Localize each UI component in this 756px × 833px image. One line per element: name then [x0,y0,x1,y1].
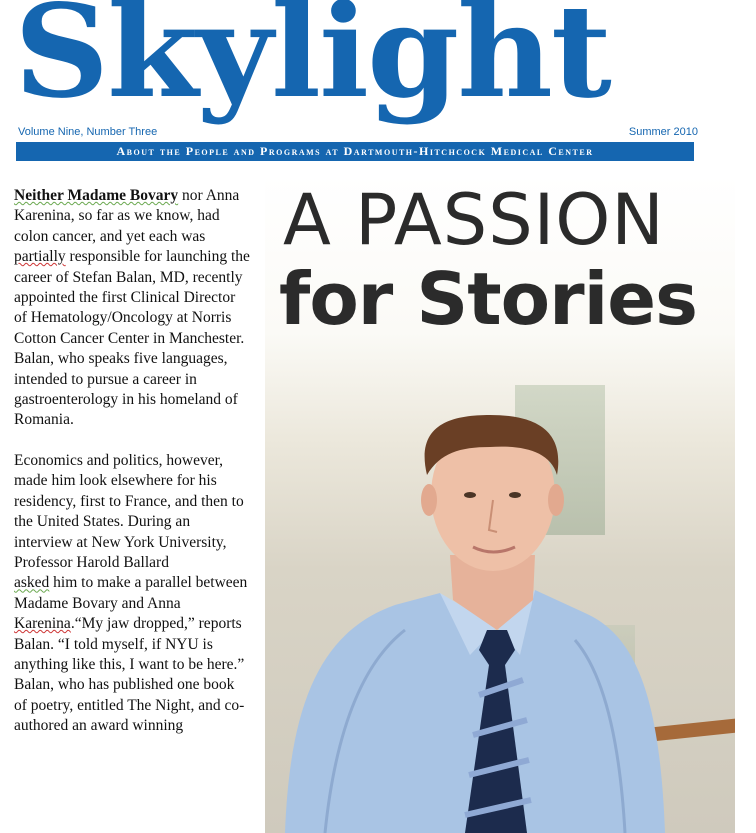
article-paragraph-1 [14,186,250,431]
cover-photo [265,175,735,833]
grammar-flag: asked [14,574,50,592]
issue-volume: Volume Nine, Number Three [18,126,158,138]
article-text: responsible for launching the career of Stefan Balan, MD, recently appointed the first Clinical Director of Hematology/Oncology at Norris Cotton Cancer Center in Manchester. Balan, who speaks five languages, intended to pursue a career in gastroenterology in his homeland of Romania. [14,248,250,429]
masthead-title: Skylight [14,0,610,127]
spelling-flag: Karenina [14,615,71,633]
spelling-flag: partially [14,248,66,266]
masthead-tagline: About the People and Programs at Dartmouth-Hitchcock Medical Center [16,142,694,161]
article-text: him to make a parallel between Madame Bovary and Anna [14,574,248,612]
article-text: Economics and politics, however, made him look elsewhere for his residency, first to France, and then to the United States. During an interview at New York University, Professor Harold Ballard [14,451,244,571]
cover-headline-line2: for Stories [279,257,697,341]
cover-headline-line1: A PASSION [283,179,665,261]
article-column [14,186,250,757]
article-text: .“My jaw dropped,” reports Balan. “I told myself, if NYU is anything like this, I want to be here.” Balan, who has published one book of poetry, entitled The Night, and co-authored an award winning [14,615,245,735]
article-lead: Neither Madame Bovary [14,187,179,204]
issue-season: Summer 2010 [628,126,698,138]
article-paragraph-2 [14,451,250,737]
article-text: nor Anna Karenina, so far as we know, had colon cancer, and yet each was [14,187,240,245]
